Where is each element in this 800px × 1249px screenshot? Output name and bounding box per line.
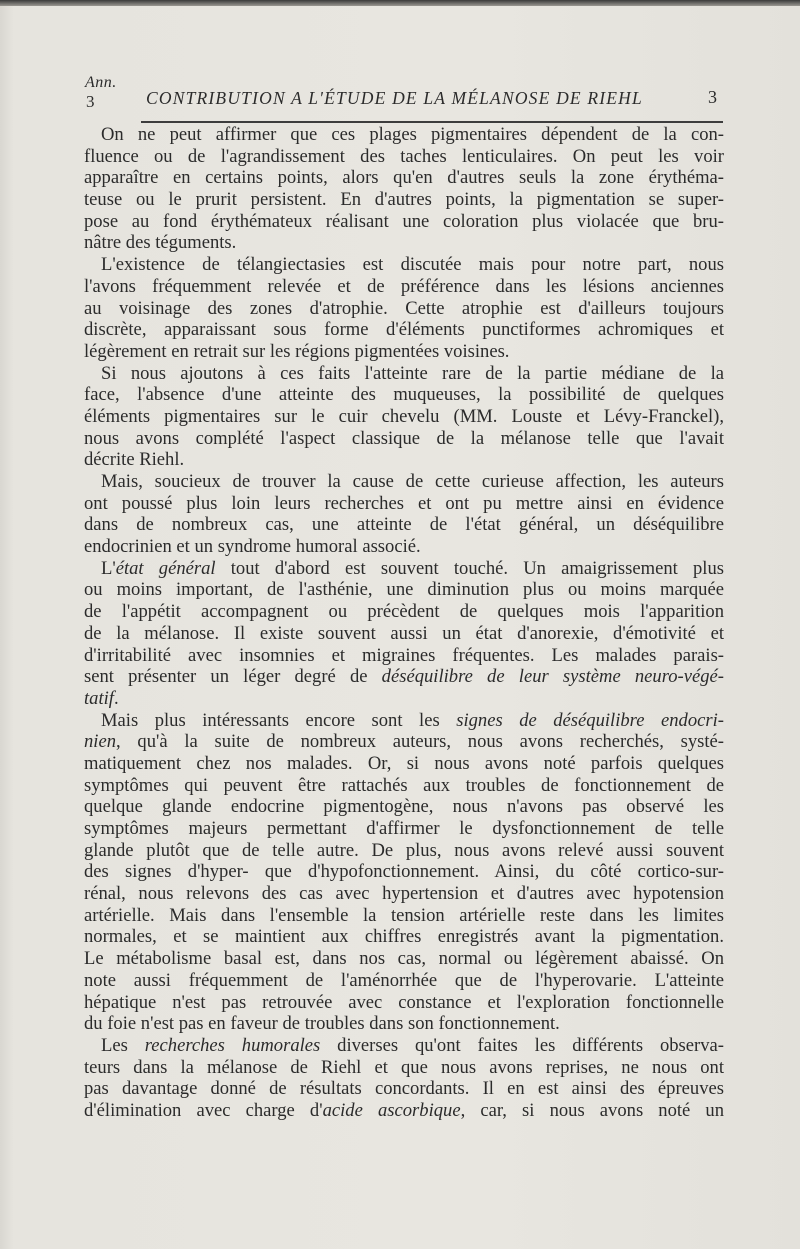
text-line: sent présenter un léger degré de déséquilibre de leur système neuro-végé-	[84, 666, 725, 688]
text-line: symptômes qui peuvent être rattachés aux troubles de fonctionnement de	[84, 774, 724, 796]
text-line: rénal, nous relevons des cas avec hypertension et d'autres avec hypotension	[84, 883, 724, 905]
scan-edge	[0, 0, 800, 6]
page-number: 3	[708, 87, 717, 107]
text-line: fluence ou de l'agrandissement des taches lenticulaires. On peut les voir	[84, 145, 724, 167]
volume-number: 3	[86, 92, 95, 111]
text-line: légèrement en retrait sur les régions pigmentées voisines.	[84, 340, 510, 362]
text-line: au voisinage des zones d'atrophie. Cette atrophie est d'ailleurs toujours	[84, 297, 724, 319]
text-line: ont poussé plus loin leurs recherches et ont pu mettre ainsi en évidence	[84, 492, 724, 514]
text-line: de la mélanose. Il existe souvent aussi un état d'anorexie, d'émotivité et	[84, 622, 724, 644]
italic-term: tatif	[84, 687, 114, 709]
text-line: ou moins important, de l'asthénie, une diminution plus ou moins marquée	[84, 579, 724, 601]
text-line: Mais, soucieux de trouver la cause de cette curieuse affection, les auteurs	[101, 471, 724, 492]
text-line: nous avons complété l'aspect classique de la mélanose telle que l'avait	[84, 427, 724, 449]
text-line: pas davantage donné de résultats concordants. Il en est ainsi des épreuves	[84, 1078, 724, 1100]
text-line: d'élimination avec charge d'acide ascorbique, car, si nous avons noté un	[84, 1099, 725, 1121]
italic-term: acide ascorbique	[322, 1099, 461, 1121]
text-line: Si nous ajoutons à ces faits l'atteinte rare de la partie médiane de la	[101, 362, 724, 384]
text-line: hépatique n'est pas retrouvée avec constance et l'exploration fonctionnelle	[84, 991, 724, 1013]
text-line: de l'appétit accompagnent ou précèdent de quelques mois l'apparition	[84, 601, 724, 623]
italic-term: état général	[115, 557, 216, 579]
text-line: l'avons fréquemment relevée et de préférence dans les lésions anciennes	[84, 275, 724, 297]
text-line: On ne peut affirmer que ces plages pigmentaires dépendent de la con-	[101, 124, 724, 145]
text-line: décrite Riehl.	[84, 449, 185, 471]
text-line: teuse ou le prurit persistent. En d'autres points, la pigmentation se super-	[84, 189, 724, 211]
running-title: CONTRIBUTION A L'ÉTUDE DE LA MÉLANOSE DE RIEHL	[146, 88, 643, 108]
text-line: des signes d'hyper- que d'hypofonctionnement. Ainsi, du côté cortico-sur-	[84, 861, 724, 883]
text-line: normales, et se maintient aux chiffres enregistrés avant la pigmentation.	[84, 926, 724, 948]
italic-term: recherches humorales	[144, 1034, 321, 1056]
italic-term: signes de déséquilibre endocri-	[456, 709, 724, 731]
italic-term: nien	[84, 731, 117, 753]
text-line: glande plutôt que de telle autre. De plus, nous avons relevé aussi souvent	[84, 839, 724, 861]
text-line: nâtre des téguments.	[84, 232, 237, 254]
journal-abbrev: Ann.	[85, 74, 117, 91]
text-line: matiquement chez nos malades. Or, si nous avons noté parfois quelques	[84, 752, 724, 774]
text-line: artérielle. Mais dans l'ensemble la tension artérielle reste dans les limites	[84, 904, 724, 926]
text-line: Le métabolisme basal est, dans nos cas, normal ou légèrement abaissé. On	[84, 948, 724, 970]
text-line: discrète, apparaissant sous forme d'éléments punctiformes achromiques et	[84, 319, 724, 341]
text-line: d'irritabilité avec insomnies et migraines fréquentes. Les malades parais-	[84, 644, 724, 666]
text-line: L'existence de télangiectasies est discutée mais pour notre part, nous	[101, 254, 724, 276]
text-line: du foie n'est pas en faveur de troubles dans son fonctionnement.	[84, 1013, 560, 1035]
italic-term: déséquilibre de leur système neuro-végé-	[381, 666, 725, 688]
text-line: Les recherches humorales diverses qu'ont faites les différents observa-	[101, 1034, 724, 1056]
text-line: note aussi fréquemment de l'aménorrhée que de l'hyperovarie. L'atteinte	[84, 969, 724, 991]
text-line: teurs dans la mélanose de Riehl et que nous avons reprises, ne nous ont	[84, 1056, 724, 1078]
text-line: Mais plus intéressants encore sont les signes de déséquilibre endocri-	[101, 709, 724, 731]
text-line: face, l'absence d'une atteinte des muqueuses, la possibilité de quelques	[84, 384, 724, 406]
text-line: L'état général tout d'abord est souvent touché. Un amaigrissement plus	[101, 557, 725, 579]
text-line: nien, qu'à la suite de nombreux auteurs, nous avons recherchés, systé-	[84, 731, 724, 753]
body-text	[84, 124, 724, 1122]
text-line: apparaître en certains points, alors qu'en d'autres seuls la zone érythéma-	[84, 167, 724, 189]
text-line: endocrinien et un syndrome humoral associé.	[84, 536, 421, 558]
header-rule	[141, 121, 723, 123]
text-line: pose au fond érythémateux réalisant une coloration plus violacée que bru-	[84, 210, 724, 232]
text-line: tatif.	[84, 687, 119, 709]
text-line: quelque glande endocrine pigmentogène, nous n'avons pas observé les	[84, 796, 724, 818]
text-line: symptômes majeurs permettant d'affirmer le dysfonctionnement de telle	[84, 818, 724, 839]
text-line: dans de nombreux cas, une atteinte de l'état général, un déséquilibre	[84, 514, 724, 536]
text-line: éléments pigmentaires sur le cuir chevelu (MM. Louste et Lévy-Franckel),	[84, 405, 724, 427]
